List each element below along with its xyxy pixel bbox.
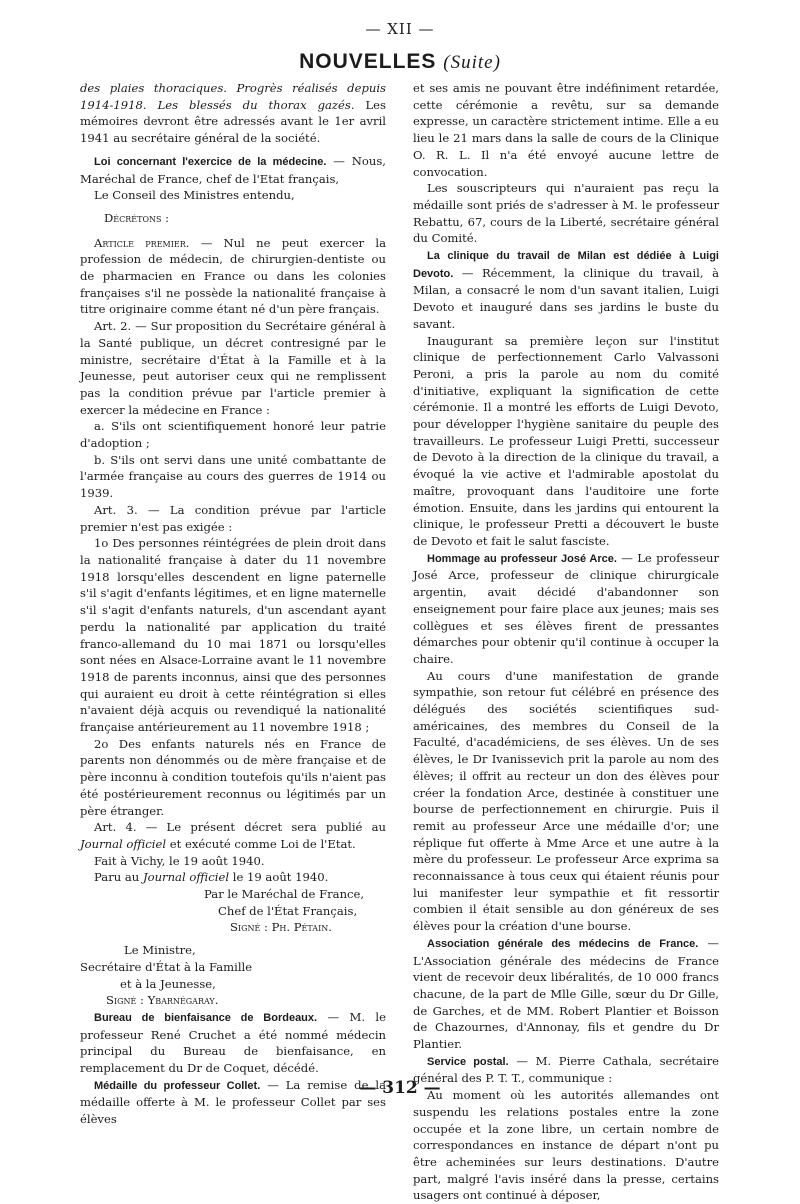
title-suffix: (Suite) [443,52,501,73]
milan-paragraph-2: Inaugurant sa première leçon sur l'institut clinique de perfectionnement Carlo Valvassoni Peroni, a pris la parole au nom du comité d'initiative, expliquant la signification de cette cérémonie. Il a montré les efforts de Luigi Devoto, pour développer l'hygiène sanitaire du peuple des travailleurs. Le professeur Luigi Pretti, successeur de Devoto à la direction de la clinique du travail, a évoqué la vie active et l'admirable apostolat du maître, provoquant dans l'auditoire une forte émotion. Ensuite, dans les jardins qui entourent la clinique, le professeur Pretti a découvert le buste de Devoto et fait le salut fasciste. [413,333,719,548]
collet-heading: Médaille du professeur Collet. [94,1079,261,1092]
fait-line: Fait à Vichy, le 19 août 1940. [94,853,265,868]
right-column [413,80,719,1204]
signature-line-3: Signé : Ph. Pétain. [230,920,332,935]
minister-line-1: Le Ministre, [124,943,196,958]
article-3: Art. 3. — La condition prévue par l'article premier n'est pas exigée : [80,502,386,534]
signature-line-2: Chef de l'État Français, [218,903,358,918]
article-4: Art. 4. — Le présent décret sera publié au Journal officiel et exécuté comme Loi de l'Etat. [80,820,386,851]
bureau-heading: Bureau de bienfaisance de Bordeaux. [94,1011,318,1024]
minister-line-3: et à la Jeunesse, [120,976,216,991]
association-heading: Association générale des médecins de France. [427,937,699,950]
minister-line-2: Secrétaire d'État à la Famille [80,959,253,974]
postal-paragraph-2: Au moment où les autorités allemandes ont suspendu les relations postales entre la zone occupée et la zone libre, un certain nombre de correspondances en instance de départ n'ont pu être acheminées sur leurs destinations. D'autre part, malgré l'avis inséré dans la presse, certains usagers ont continué à déposer, [413,1088,719,1203]
minister-line-4: Signé : Ybarnégaray. [106,993,219,1008]
article-3-item-2: 2o Des enfants naturels nés en France de parents non dénommés ou de mère française et de père inconnu à condition toutefois qu'ils n'aient pas été postérieurement reconnus ou légitimés par un père étranger. [80,736,386,818]
conseil-line: Le Conseil des Ministres entendu, [94,188,295,203]
paru-line: Paru au Journal officiel le 19 août 1940. [94,870,329,885]
decretons-heading: Décrétons : [104,210,170,225]
signature-line-1: Par le Maréchal de France, [204,887,365,902]
bureau-paragraph: Bureau de bienfaisance de Bordeaux. — M. le professeur René Cruchet a été nommé médecin principal du Bureau de bienfaisance, en remplacement du Dr de Coquet, décédé. [80,1009,386,1076]
association-paragraph: Association générale des médecins de France. — L'Association générale des médecins de France vient de recevoir deux libéralités, de 10 000 francs chacune, de la part de Mlle Gille, sœur du Dr Gille, de Garches, et de MM. Robert Plantier et Boisson de Chazournes, d'Annonay, fils et gendre du Dr Plantier. [413,935,720,1052]
article-2b: b. S'ils ont servi dans une unité combattante de l'armée française au cours des guerres de 1914 ou 1939. [80,452,386,501]
roman-page-number: — XII — [365,20,435,38]
page-number: — 312 — [359,1078,441,1098]
arce-paragraph: Hommage au professeur José Arce. — Le professeur José Arce, professeur de clinique chirurgicale argentin, avait décidé d'abandonner son enseignement pour faire place aux jeunes; mais ses collègues et ses élèves firent de pressantes démarches pour obtenir qu'il continue à occuper la chaire. [413,550,720,666]
article-2: Art. 2. — Sur proposition du Secrétaire général à la Santé publique, un décret contresigné par le ministre, secrétaire d'État à la Famille et à la Jeunesse, peut autoriser ceux qui ne remplissent pas la condition prévue par l'article premier à exercer la médecine en France : [80,319,386,417]
arce-heading: Hommage au professeur José Arce. [427,552,617,565]
loi-heading: Loi concernant l'exercice de la médecine. [94,155,327,168]
collet-paragraph: Médaille du professeur Collet. — La remise de la médaille offerte à M. le professeur Collet par ses élèves [80,1077,386,1127]
article-2a: a. S'ils ont scientifiquement honoré leur patrie d'adoption ; [80,419,386,451]
section-title [0,50,800,74]
postal-paragraph: Service postal. — M. Pierre Cathala, secrétaire général des P. T. T., communique : [413,1053,719,1086]
title-text: NOUVELLES [299,50,437,73]
article-3-item-1: 1o Des personnes réintégrées de plein droit dans la nationalité française à dater du 11 novembre 1918 lorsqu'elles descendent en ligne paternelle s'il s'agit d'enfants légitimes, et en ligne maternelle s'il s'agit d'enfants naturels, d'un ascendant ayant perdu la nationalité par application du traité franco-allemand du 10 mai 1871 ou lorsqu'elles sont nées en Alsace-Lorraine avant le 11 novembre 1918 de parents inconnus, ainsi que des personnes qui auraient eu droit à cette réintégration si elles n'avaient déjà acquis ou revendiqué la nationalité française antérieurement au 11 novembre 1918 ; [80,536,386,735]
milan-heading: La clinique du travail de Milan est dédiée à Luigi Devoto. [413,250,719,280]
arce-paragraph-2: Au cours d'une manifestation de grande sympathie, son retour fut célébré en présence des délégués des sociétés scientifiques sud-américaines, des membres du Conseil de la Faculté, d'académiciens, de ses élèves. Un de ses élèves, le Dr Ivanissevich prit la parole au nom des élèves; il offrit au recteur un don des élèves pour créer la fondation Arce, destinée à constituer une bourse de perfectionnement en chirurgie. Puis il remit au professeur Arce une médaille d'or; une réplique fut offerte à Mme Arce et une autre à la mère du professeur. Le professeur Arce exprima sa reconnaissance à tous ceux qui étaient réunis pour lui manifester leur sympathie et fit ressortir combien il était sensible au don généreux de ses élèves pour la création d'une bourse. [413,668,719,934]
milan-paragraph: La clinique du travail de Milan est dédiée à Luigi Devoto. — Récemment, la clinique du travail, à Milan, a consacré le nom d'un savant italien, Luigi Devoto et inauguré dans ses jardins le buste du savant. [413,250,719,331]
article-1: Article premier. — Nul ne peut exercer la profession de médecin, de chirurgien-dentiste ou de pharmacien en France ou dans les colonies françaises s'il ne possède la nationalité française à titre originaire comme étant né d'un père français. [80,235,386,317]
collet-continuation: et ses amis ne pouvant être indéfiniment retardée, cette cérémonie a revêtu, sur sa demande expresse, un caractère strictement intime. Elle a eu lieu le 21 mars dans la salle de cours de la Clinique O. R. L. Il n'a été envoyé aucune lettre de convocation. [413,81,719,179]
concours-paragraph: des plaies thoraciques. Progrès réalisés depuis 1914-1918. Les blessés du thorax gazés. Les mémoires devront être adressés avant le 1er avril 1941 au secrétaire général de la société. [80,81,386,146]
souscripteurs-paragraph: Les souscripteurs qui n'auraient pas reçu la médaille sont priés de s'adresser à M. le professeur Rebattu, 67, cours de la Liberté, secrétaire général du Comité. [413,181,719,246]
left-column [80,80,386,1128]
loi-paragraph: Loi concernant l'exercice de la médecine. — Nous, Maréchal de France, chef de l'Etat français, [80,153,386,186]
postal-heading: Service postal. [427,1055,509,1068]
